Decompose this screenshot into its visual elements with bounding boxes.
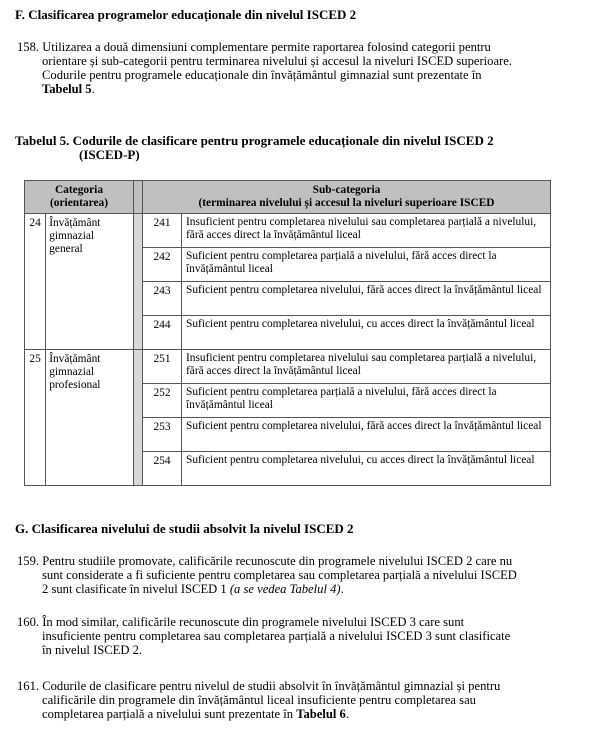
paragraph-number: 161.: [17, 679, 40, 693]
table-row: [25, 350, 551, 384]
subcategory-description: Insuficient pentru completarea nivelului sau completarea parțială a nivelului, fără acces direct la învățământul liceal: [182, 350, 551, 384]
table-caption: [15, 134, 494, 162]
table-reference: Tabelul 5: [42, 82, 92, 96]
header-subcategory-title: Sub-categoria: [312, 184, 381, 196]
paragraph-line: 2 sunt clasificate în nivelul ISCED 1: [42, 582, 230, 596]
paragraph-punct: .: [91, 82, 95, 96]
subcategory-description: Insuficient pentru completarea nivelului sau completarea parțială a nivelului, fără acces direct la învățământul liceal: [182, 214, 551, 248]
subcategory-code: 244: [143, 316, 182, 350]
paragraph-line: în nivelul ISCED 2.: [42, 643, 143, 657]
category-name: Învățământ gimnazial general: [46, 214, 134, 350]
subcategory-code: 243: [143, 282, 182, 316]
subcategory-code: 253: [143, 418, 182, 452]
paragraph-line: Utilizarea a două dimensiuni complementare permite raportarea folosind categorii pentru: [42, 40, 491, 54]
paragraph-number: 159.: [17, 554, 40, 568]
subcategory-code: 242: [143, 248, 182, 282]
paragraph-line: Codurile pentru programele educaționale din învățământul gimnazial sunt prezentate în: [42, 68, 482, 82]
paragraph-punct: .: [345, 707, 349, 721]
subcategory-code: 254: [143, 452, 182, 486]
paragraph-line: Codurile de clasificare pentru nivelul de studii absolvit în învățământul gimnazial și pentru: [42, 679, 501, 693]
table-caption-line: Tabelul 5. Codurile de clasificare pentru programele educaționale din nivelul ISCED 2: [15, 133, 494, 148]
paragraph-line: calificările din programele din învățământul liceal insuficiente pentru completarea sau: [42, 693, 476, 707]
header-gap: [134, 181, 143, 214]
header-subcategory-subtitle: (terminarea nivelului și accesul la niveluri superioare ISCED: [198, 197, 495, 209]
paragraph-line: Pentru studiile promovate, calificările recunoscute din programele nivelului ISCED 2 care nu: [42, 554, 513, 568]
paragraph-line: orientare și sub-categorii pentru terminarea nivelului și accesul la niveluri ISCED superioare.: [42, 54, 513, 68]
table-row: [25, 214, 551, 248]
paragraph-line: sunt considerate a fi suficiente pentru completarea sau completarea parțială a nivelului ISCED: [42, 568, 517, 582]
paragraph-159: [17, 554, 560, 596]
table-caption-line: (ISCED-P): [79, 147, 140, 162]
table-reference: (a se vedea Tabelul 4): [229, 582, 341, 596]
subcategory-description: Suficient pentru completarea nivelului, fără acces direct la învățământul liceal: [182, 282, 551, 316]
category-gap: [134, 350, 143, 486]
subcategory-code: 251: [143, 350, 182, 384]
subcategory-description: Suficient pentru completarea parțială a nivelului, fără acces direct la învățământul liceal: [182, 384, 551, 418]
category-name: Învățământ gimnazial profesional: [46, 350, 134, 486]
subcategory-description: Suficient pentru completarea parțială a nivelului, fără acces direct la învățământul liceal: [182, 248, 551, 282]
paragraph-number: 158.: [17, 40, 40, 54]
paragraph-line: În mod similar, calificările recunoscute din programele nivelului ISCED 3 care sunt: [42, 615, 465, 629]
category-code: 24: [25, 214, 46, 350]
paragraph-158: [17, 40, 560, 96]
subcategory-description: Suficient pentru completarea nivelului, fără acces direct la învățământul liceal: [182, 418, 551, 452]
header-category: [25, 181, 134, 214]
table-reference: Tabelul 6: [296, 707, 346, 721]
subcategory-code: 252: [143, 384, 182, 418]
subcategory-code: 241: [143, 214, 182, 248]
section-g-heading: G. Clasificarea nivelului de studii absolvit la nivelul ISCED 2: [15, 521, 354, 536]
subcategory-description: Suficient pentru completarea nivelului, cu acces direct la învățământul liceal: [182, 452, 551, 486]
header-category-subtitle: (orientarea): [50, 197, 108, 209]
paragraph-line: insuficiente pentru completarea sau completarea parțială a nivelului ISCED 3 sunt clasificate: [42, 629, 511, 643]
paragraph-punct: .: [340, 582, 344, 596]
category-gap: [134, 214, 143, 350]
header-category-title: Categoria: [54, 184, 104, 196]
section-f-heading: F. Clasificarea programelor educaționale din nivelul ISCED 2: [15, 7, 357, 22]
header-subcategory: [143, 181, 551, 214]
paragraph-number: 160.: [17, 615, 40, 629]
paragraph-160: [17, 615, 560, 657]
classification-table: [24, 180, 551, 486]
paragraph-161: [17, 679, 560, 721]
subcategory-description: Suficient pentru completarea nivelului, cu acces direct la învățământul liceal: [182, 316, 551, 350]
paragraph-line: completarea parțială a nivelului sunt prezentate în: [42, 707, 297, 721]
category-code: 25: [25, 350, 46, 486]
